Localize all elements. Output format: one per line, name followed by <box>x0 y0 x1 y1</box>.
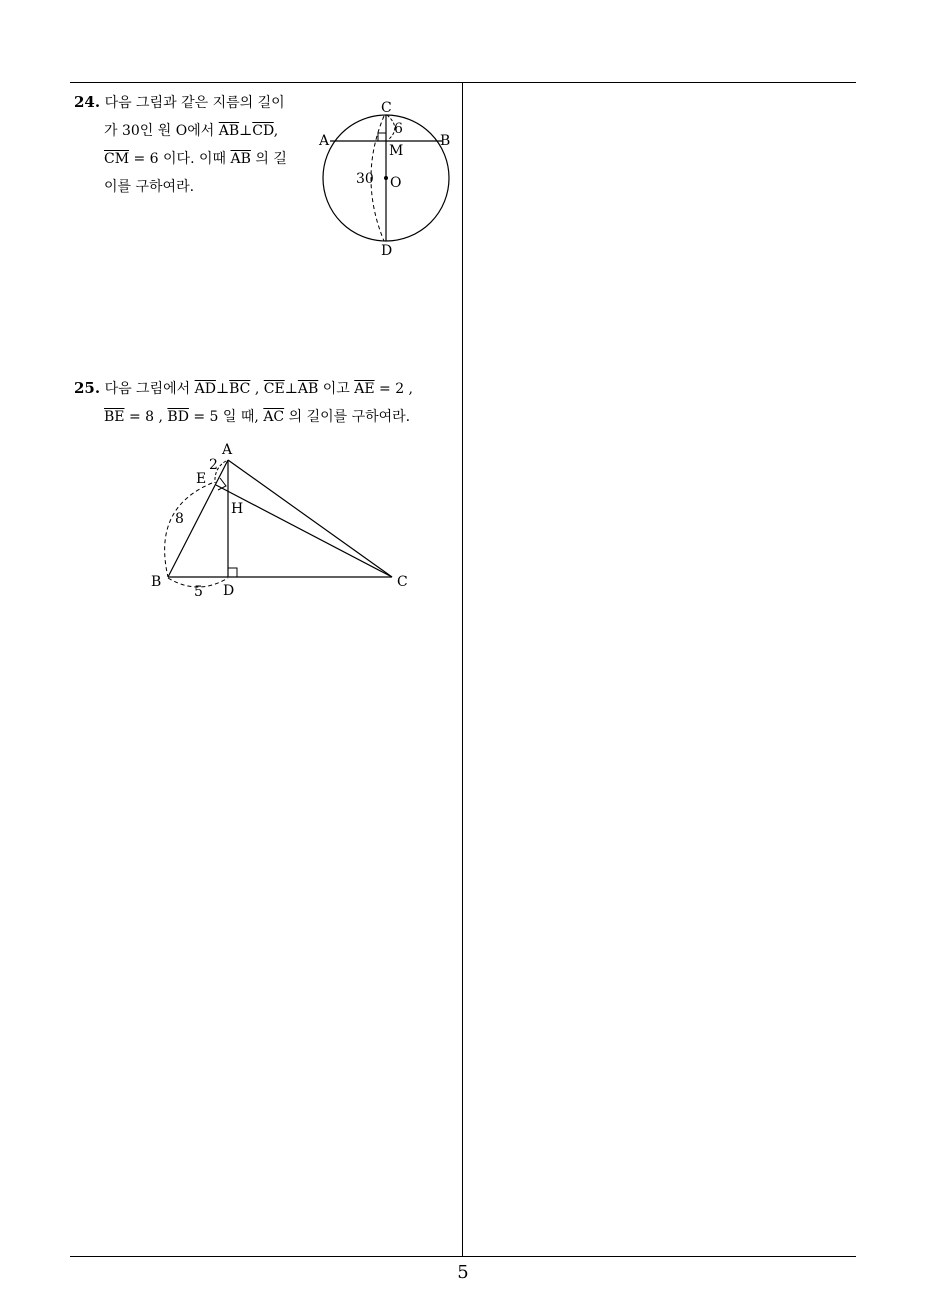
q25-text2c: 의 길이를 구하여라. <box>284 409 411 425</box>
segment-ae: $\overline{AE}$ <box>354 381 375 397</box>
segment-ec <box>216 485 392 577</box>
q25-sep1: , <box>250 381 264 397</box>
label-c: C <box>381 100 392 116</box>
q25-text1c: 이고 <box>318 381 355 397</box>
q25-text1: 다음 그림에서 <box>104 381 195 397</box>
segment-be: $\overline{BE}$ <box>104 409 125 425</box>
label-2: 2 <box>209 457 218 473</box>
label-e: E <box>196 471 207 487</box>
segment-ab-2: $\overline{AB}$ <box>230 151 251 167</box>
question-25 <box>74 374 464 431</box>
bottom-rule <box>70 1256 856 1257</box>
q24-number: 24. <box>74 93 101 111</box>
q24-text4: 이를 구하여라. <box>104 179 195 195</box>
q24-text2: 가 30인 원 O에서 <box>104 123 219 139</box>
page-number: 5 <box>457 1262 469 1283</box>
segment-ab: $\overline{AB}$ <box>218 123 240 139</box>
right-angle-e <box>218 478 226 490</box>
q25-text1d: = 2 , <box>374 381 414 397</box>
q24-text1: 다음 그림과 같은 지름의 길이 <box>104 95 285 111</box>
segment-ce: $\overline{CE}$ <box>263 381 285 397</box>
label-30: 30 <box>356 171 374 187</box>
label-o: O <box>390 175 402 191</box>
segment-ad: $\overline{AD}$ <box>194 381 216 397</box>
perp-symbol-1: ⊥ <box>215 381 230 397</box>
label-5: 5 <box>194 584 203 600</box>
segment-bc: $\overline{BC}$ <box>229 381 251 397</box>
label-8: 8 <box>175 511 184 527</box>
q24-line2 <box>74 117 314 145</box>
q24-line3 <box>74 145 314 173</box>
q25-line2 <box>74 403 464 431</box>
q24-circle-figure <box>310 95 460 265</box>
q25-text2b: = 5 일 때, <box>188 409 264 425</box>
label-h: H <box>231 501 244 517</box>
q24-comma: , <box>273 123 279 139</box>
top-rule <box>70 82 856 83</box>
q25-triangle-figure <box>140 438 420 603</box>
question-24 <box>74 88 314 201</box>
right-angle-mark <box>378 133 386 141</box>
segment-ac: $\overline{AC}$ <box>263 409 285 425</box>
right-angle-d <box>228 568 237 577</box>
label-a: A <box>319 133 330 149</box>
arc-be <box>165 483 212 577</box>
q25-text2a: = 8 , <box>124 409 168 425</box>
q24-line4 <box>74 173 314 201</box>
label-b: B <box>151 574 162 590</box>
q25-number: 25. <box>74 379 101 397</box>
segment-bd: $\overline{BD}$ <box>167 409 189 425</box>
q24-line1 <box>74 88 314 117</box>
label-d: D <box>223 583 235 599</box>
label-b: B <box>440 133 451 149</box>
label-a: A <box>222 442 233 458</box>
label-c: C <box>397 574 408 590</box>
perp-symbol: ⊥ <box>239 123 253 139</box>
label-d: D <box>381 243 393 259</box>
column-divider <box>462 82 463 1257</box>
center-point <box>384 176 388 180</box>
segment-ab: $\overline{AB}$ <box>297 381 319 397</box>
q24-text3b: 의 길 <box>250 151 287 167</box>
label-m: M <box>389 143 404 159</box>
q24-text3: = 6 이다. 이때 <box>129 151 231 167</box>
side-ac <box>228 460 392 577</box>
label-6: 6 <box>394 121 403 137</box>
segment-cd: $\overline{CD}$ <box>252 123 274 139</box>
q25-line1 <box>74 374 464 403</box>
segment-cm: $\overline{CM}$ <box>104 151 130 167</box>
perp-symbol-2: ⊥ <box>284 381 298 397</box>
